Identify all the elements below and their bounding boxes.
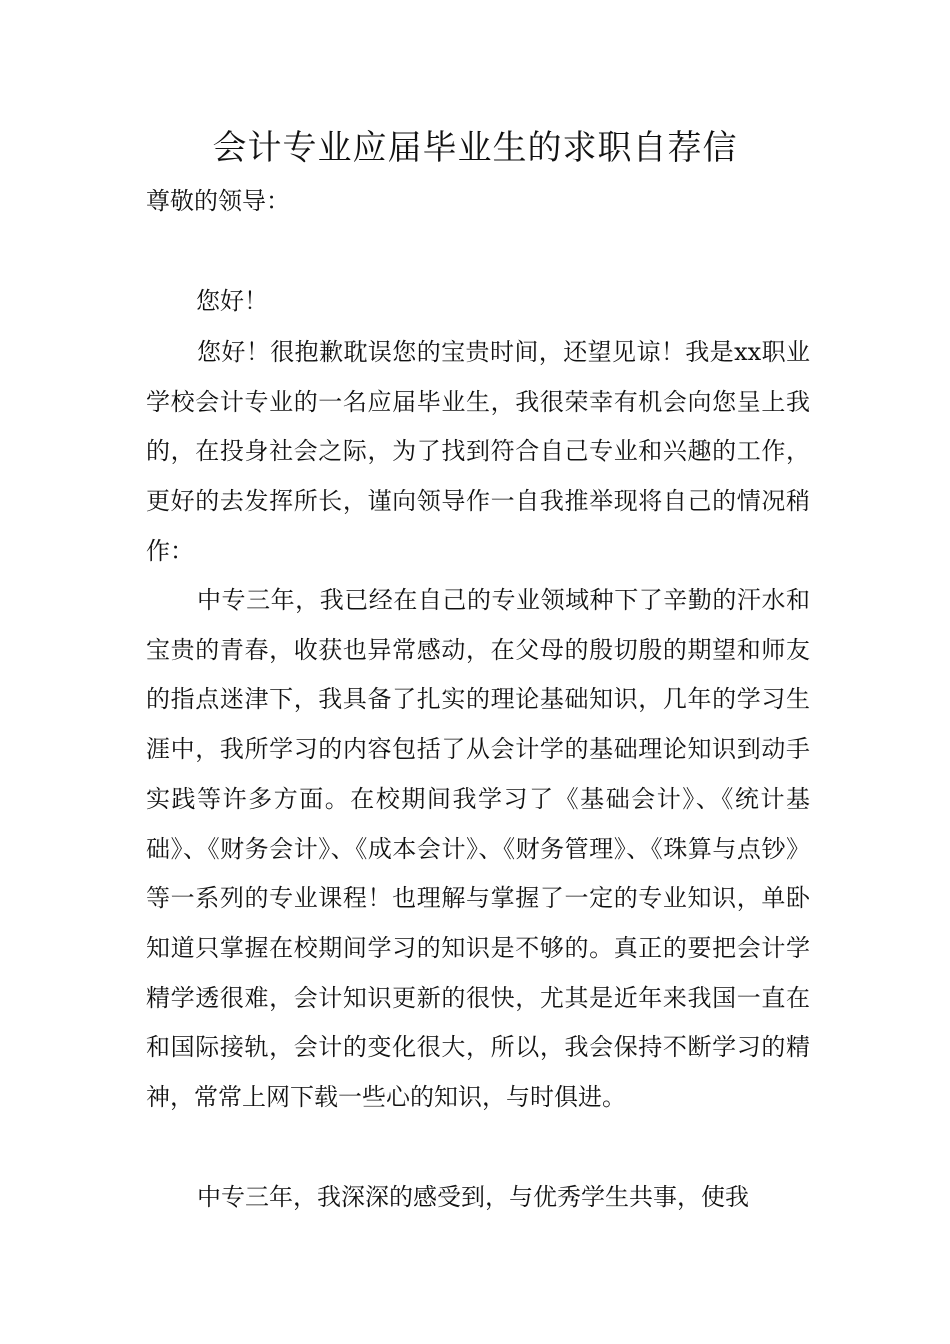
salutation: 尊敬的领导： (146, 187, 290, 215)
paragraph-intro: 您好！很抱歉耽误您的宝贵时间，还望见谅！我是xx职业学校会计专业的一名应届毕业生，我很荣幸有机会向您呈上我的，在投身社会之际，为了找到符合自己专业和兴趣的工作，更好的去发挥所长，谨向领导作一自我推举现将自己的情况稍作： (146, 338, 810, 565)
greeting: 您好！ (196, 287, 268, 315)
paragraph-experience: 中专三年，我深深的感受到，与优秀学生共事，使我 (197, 1183, 749, 1211)
paragraph-study: 中专三年，我已经在自己的专业领域种下了辛勤的汗水和宝贵的青春，收获也异常感动，在父母的殷切殷的期望和师友的指点迷津下，我具备了扎实的理论基础知识，几年的学习生涯中，我所学习的内容包括了从会计学的基础理论知识到动手实践等许多方面。在校期间我学习了《基础会计》、《统计基础》、《财务会计》、《成本会计》、《财务管理》、《珠算与点钞》等一系列的专业课程！也理解与掌握了一定的专业知识，单卧知道只掌握在校期间学习的知识是不够的。真正的要把会计学精学透很难，会计知识更新的很快，尤其是近年来我国一直在和国际接轨，会计的变化很大，所以，我会保持不断学习的精神，常常上网下载一些心的知识，与时俱进。 (146, 586, 810, 1112)
document-title: 会计专业应届毕业生的求职自荐信 (212, 128, 738, 168)
